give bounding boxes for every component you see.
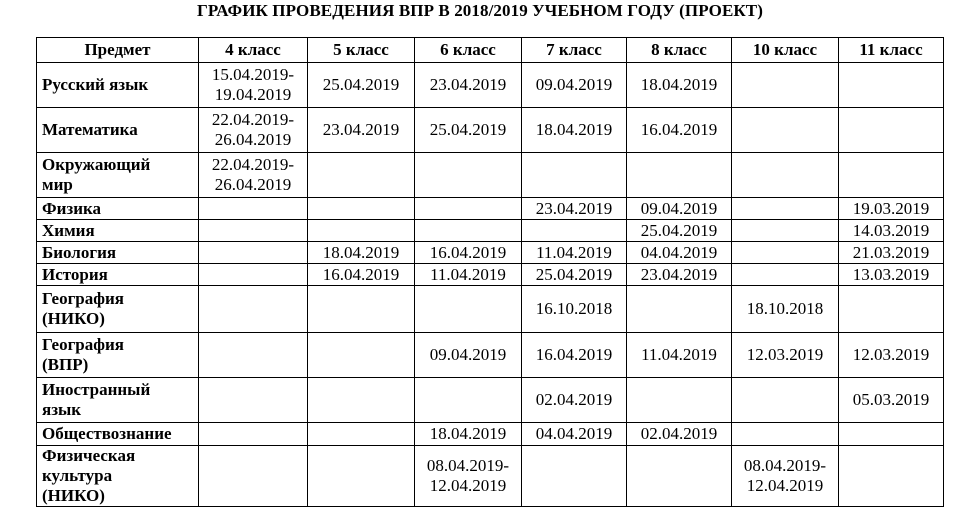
table-row bbox=[37, 446, 944, 507]
table-row bbox=[37, 378, 944, 423]
date-cell: 16.04.2019 bbox=[522, 333, 627, 378]
date-cell bbox=[732, 423, 839, 446]
subject-cell: География (НИКО) bbox=[37, 286, 199, 333]
date-cell bbox=[732, 198, 839, 220]
column-header: Предмет bbox=[37, 38, 199, 63]
date-cell bbox=[308, 286, 415, 333]
table-row bbox=[37, 220, 944, 242]
column-header: 7 класс bbox=[522, 38, 627, 63]
date-cell: 18.04.2019 bbox=[627, 63, 732, 108]
date-cell: 08.04.2019- 12.04.2019 bbox=[415, 446, 522, 507]
document-title: ГРАФИК ПРОВЕДЕНИЯ ВПР В 2018/2019 УЧЕБНОМ ГОДУ (ПРОЕКТ) bbox=[196, 1, 764, 20]
date-cell: 23.04.2019 bbox=[308, 108, 415, 153]
date-cell bbox=[732, 378, 839, 423]
date-cell bbox=[308, 153, 415, 198]
table-row bbox=[37, 198, 944, 220]
date-cell bbox=[627, 446, 732, 507]
column-header: 11 класс bbox=[839, 38, 944, 63]
date-cell bbox=[199, 198, 308, 220]
date-cell bbox=[199, 333, 308, 378]
subject-cell: История bbox=[37, 264, 199, 286]
date-cell bbox=[199, 264, 308, 286]
date-cell: 18.04.2019 bbox=[308, 242, 415, 264]
date-cell: 25.04.2019 bbox=[627, 220, 732, 242]
subject-cell: Биология bbox=[37, 242, 199, 264]
subject-cell: Окружающий мир bbox=[37, 153, 199, 198]
column-header: 4 класс bbox=[199, 38, 308, 63]
date-cell: 02.04.2019 bbox=[522, 378, 627, 423]
date-cell bbox=[199, 378, 308, 423]
date-cell bbox=[308, 446, 415, 507]
date-cell bbox=[839, 446, 944, 507]
date-cell bbox=[839, 108, 944, 153]
date-cell bbox=[839, 63, 944, 108]
date-cell: 09.04.2019 bbox=[415, 333, 522, 378]
date-cell: 09.04.2019 bbox=[522, 63, 627, 108]
table-row bbox=[37, 286, 944, 333]
date-cell bbox=[308, 198, 415, 220]
table-body bbox=[37, 63, 944, 507]
date-cell: 16.04.2019 bbox=[415, 242, 522, 264]
table-row bbox=[37, 264, 944, 286]
subject-cell: Физическая культура (НИКО) bbox=[37, 446, 199, 507]
subject-cell: Обществознание bbox=[37, 423, 199, 446]
date-cell bbox=[308, 378, 415, 423]
schedule-table bbox=[36, 37, 944, 507]
date-cell: 11.04.2019 bbox=[627, 333, 732, 378]
subject-cell: География (ВПР) bbox=[37, 333, 199, 378]
date-cell bbox=[732, 220, 839, 242]
date-cell: 25.04.2019 bbox=[308, 63, 415, 108]
date-cell: 23.04.2019 bbox=[627, 264, 732, 286]
date-cell: 12.03.2019 bbox=[732, 333, 839, 378]
date-cell bbox=[199, 220, 308, 242]
date-cell bbox=[199, 446, 308, 507]
date-cell bbox=[522, 446, 627, 507]
date-cell: 04.04.2019 bbox=[522, 423, 627, 446]
date-cell bbox=[199, 423, 308, 446]
date-cell bbox=[627, 286, 732, 333]
table-row bbox=[37, 423, 944, 446]
subject-cell: Математика bbox=[37, 108, 199, 153]
date-cell: 11.04.2019 bbox=[522, 242, 627, 264]
date-cell bbox=[732, 63, 839, 108]
date-cell: 22.04.2019- 26.04.2019 bbox=[199, 153, 308, 198]
date-cell: 11.04.2019 bbox=[415, 264, 522, 286]
date-cell: 02.04.2019 bbox=[627, 423, 732, 446]
date-cell bbox=[308, 423, 415, 446]
date-cell: 12.03.2019 bbox=[839, 333, 944, 378]
date-cell bbox=[732, 264, 839, 286]
date-cell: 23.04.2019 bbox=[415, 63, 522, 108]
date-cell bbox=[308, 220, 415, 242]
subject-cell: Русский язык bbox=[37, 63, 199, 108]
table-row bbox=[37, 153, 944, 198]
date-cell: 18.04.2019 bbox=[522, 108, 627, 153]
date-cell bbox=[415, 198, 522, 220]
column-header: 5 класс bbox=[308, 38, 415, 63]
date-cell bbox=[627, 153, 732, 198]
date-cell: 18.04.2019 bbox=[415, 423, 522, 446]
date-cell: 13.03.2019 bbox=[839, 264, 944, 286]
date-cell bbox=[522, 153, 627, 198]
date-cell bbox=[839, 423, 944, 446]
date-cell bbox=[199, 242, 308, 264]
date-cell bbox=[199, 286, 308, 333]
date-cell: 25.04.2019 bbox=[522, 264, 627, 286]
date-cell: 15.04.2019- 19.04.2019 bbox=[199, 63, 308, 108]
date-cell bbox=[732, 153, 839, 198]
date-cell bbox=[415, 153, 522, 198]
subject-cell: Химия bbox=[37, 220, 199, 242]
date-cell bbox=[839, 286, 944, 333]
header-row bbox=[37, 38, 944, 63]
column-header: 10 класс bbox=[732, 38, 839, 63]
date-cell: 25.04.2019 bbox=[415, 108, 522, 153]
date-cell bbox=[522, 220, 627, 242]
date-cell: 21.03.2019 bbox=[839, 242, 944, 264]
subject-cell: Иностранный язык bbox=[37, 378, 199, 423]
date-cell: 16.10.2018 bbox=[522, 286, 627, 333]
date-cell: 08.04.2019- 12.04.2019 bbox=[732, 446, 839, 507]
table-row bbox=[37, 63, 944, 108]
column-header: 8 класс bbox=[627, 38, 732, 63]
date-cell: 09.04.2019 bbox=[627, 198, 732, 220]
date-cell: 16.04.2019 bbox=[627, 108, 732, 153]
date-cell bbox=[732, 242, 839, 264]
date-cell: 19.03.2019 bbox=[839, 198, 944, 220]
date-cell bbox=[415, 220, 522, 242]
date-cell bbox=[415, 378, 522, 423]
date-cell: 18.10.2018 bbox=[732, 286, 839, 333]
date-cell: 23.04.2019 bbox=[522, 198, 627, 220]
date-cell bbox=[839, 153, 944, 198]
date-cell: 04.04.2019 bbox=[627, 242, 732, 264]
table-row bbox=[37, 108, 944, 153]
subject-cell: Физика bbox=[37, 198, 199, 220]
date-cell: 22.04.2019- 26.04.2019 bbox=[199, 108, 308, 153]
date-cell: 16.04.2019 bbox=[308, 264, 415, 286]
date-cell bbox=[415, 286, 522, 333]
date-cell bbox=[627, 378, 732, 423]
date-cell bbox=[308, 333, 415, 378]
table-row bbox=[37, 242, 944, 264]
table-row bbox=[37, 333, 944, 378]
date-cell: 14.03.2019 bbox=[839, 220, 944, 242]
date-cell: 05.03.2019 bbox=[839, 378, 944, 423]
column-header: 6 класс bbox=[415, 38, 522, 63]
date-cell bbox=[732, 108, 839, 153]
